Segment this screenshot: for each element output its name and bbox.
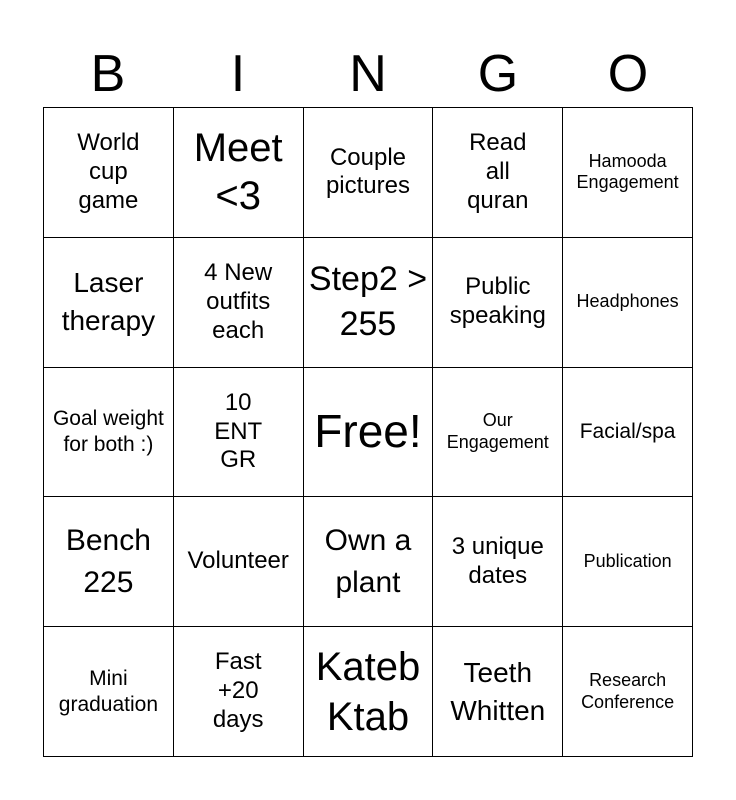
cell-text: Hamooda Engagement xyxy=(576,150,679,193)
bingo-cell[interactable] xyxy=(44,238,174,368)
cell-text: Research Conference xyxy=(581,670,675,712)
bingo-cell[interactable] xyxy=(304,238,434,368)
bingo-cell[interactable] xyxy=(433,368,563,498)
bingo-cell[interactable] xyxy=(304,497,434,627)
cell-text: Mini graduation xyxy=(58,666,159,716)
cell-text: Publication xyxy=(583,550,672,571)
cell-text: 3 unique dates xyxy=(451,532,544,589)
bingo-cell[interactable] xyxy=(174,627,304,757)
bingo-cell[interactable] xyxy=(433,108,563,238)
cell-text: Teeth Whitten xyxy=(450,656,546,726)
bingo-cell[interactable] xyxy=(304,627,434,757)
bingo-header xyxy=(43,40,693,108)
cell-text: Free! xyxy=(314,405,422,458)
header-letter-b: B xyxy=(90,45,126,103)
bingo-cell[interactable] xyxy=(563,238,693,368)
header-letter-g: G xyxy=(477,45,519,103)
bingo-cell[interactable] xyxy=(563,108,693,238)
bingo-grid xyxy=(43,107,693,757)
cell-text: World cup game xyxy=(77,129,140,214)
cell-text: Facial/spa xyxy=(579,420,676,444)
cell-text: Public speaking xyxy=(449,273,546,330)
header-letter-i: I xyxy=(230,45,246,103)
cell-text: Meet <3 xyxy=(193,126,283,219)
bingo-cell[interactable] xyxy=(433,238,563,368)
bingo-cell[interactable] xyxy=(304,108,434,238)
cell-text: Kateb Ktab xyxy=(315,644,421,739)
bingo-cell[interactable] xyxy=(563,497,693,627)
cell-text: Read all quran xyxy=(467,129,529,214)
bingo-cell[interactable] xyxy=(44,627,174,757)
header-letter-n: N xyxy=(349,45,387,103)
bingo-cell[interactable] xyxy=(44,108,174,238)
bingo-cell[interactable] xyxy=(44,497,174,627)
cell-text: Own a plant xyxy=(324,524,412,599)
cell-text: Laser therapy xyxy=(61,267,156,337)
bingo-cell[interactable] xyxy=(304,368,434,498)
cell-text: Couple pictures xyxy=(325,143,410,200)
cell-text: 4 New outfits each xyxy=(204,259,273,344)
bingo-cell[interactable] xyxy=(174,238,304,368)
bingo-cell[interactable] xyxy=(433,627,563,757)
cell-text: Our Engagement xyxy=(446,410,549,452)
bingo-cell[interactable] xyxy=(563,368,693,498)
cell-text: Fast +20 days xyxy=(212,648,264,733)
bingo-cell[interactable] xyxy=(433,497,563,627)
cell-text: Goal weight for both :) xyxy=(52,407,164,456)
bingo-cell[interactable] xyxy=(44,368,174,498)
bingo-cell[interactable] xyxy=(174,497,304,627)
cell-text: Volunteer xyxy=(187,547,289,575)
bingo-cell[interactable] xyxy=(174,368,304,498)
header-letter-o: O xyxy=(607,45,649,103)
cell-text: 10 ENT GR xyxy=(214,388,263,474)
bingo-cell[interactable] xyxy=(563,627,693,757)
bingo-cell[interactable] xyxy=(174,108,304,238)
cell-text: Step2 > 255 xyxy=(308,260,428,344)
cell-text: Bench 225 xyxy=(65,524,151,599)
cell-text: Headphones xyxy=(576,291,679,312)
